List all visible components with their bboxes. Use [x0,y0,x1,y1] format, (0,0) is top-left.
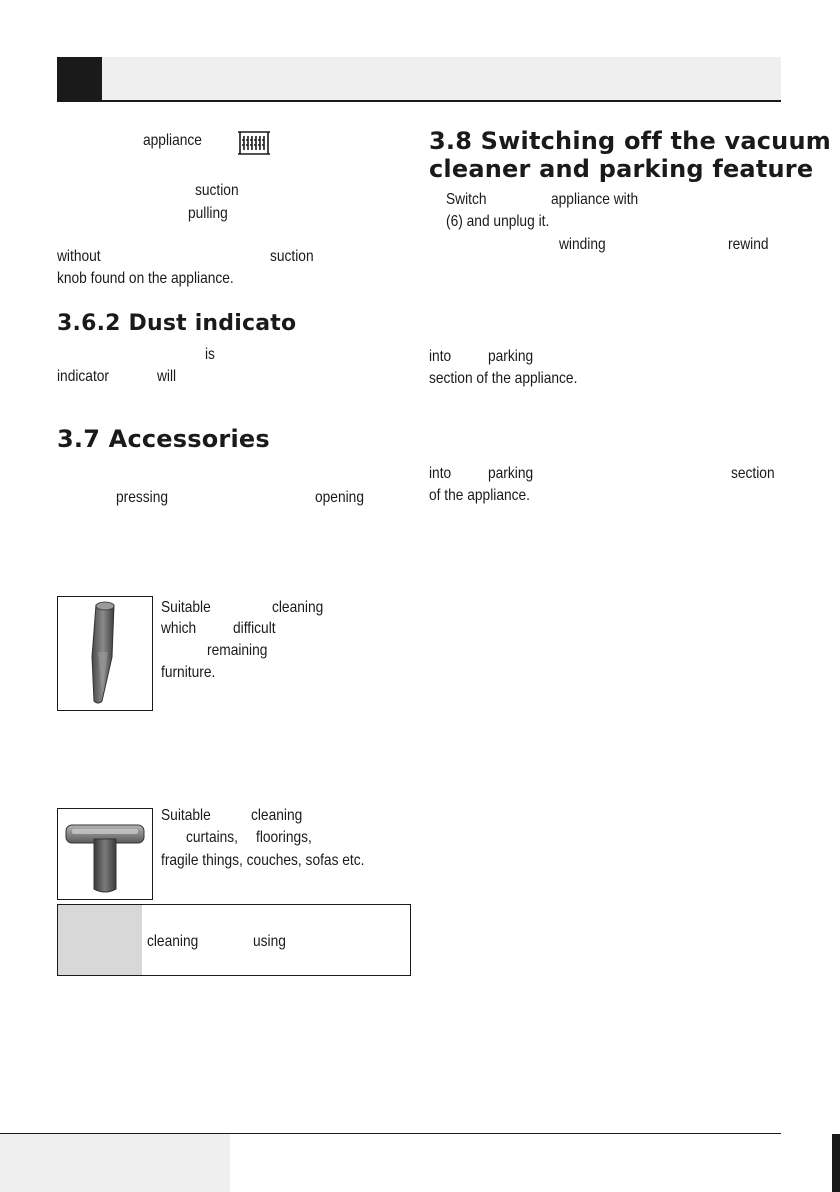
text-word: pressing [116,489,169,506]
text-word: is [205,346,215,363]
page-header-tab [57,57,102,101]
text-word: parking [488,465,534,482]
text-word: Switch [446,191,487,208]
text-line: fragile things, couches, sofas etc. [161,852,365,869]
text-word: difficult [233,620,276,637]
section-heading-dust-indicator: 3.6.2 Dust indicato [57,311,297,336]
text-line: (6) and unplug it. [446,213,550,230]
text-word: cleaning [251,807,303,824]
text-word: floorings, [256,829,312,846]
text-word: appliance [143,132,202,149]
text-word: without [57,248,101,265]
page-header-rule [57,100,781,102]
section-heading-accessories: 3.7 Accessories [57,425,270,453]
text-word: section [731,465,775,482]
text-word: winding [559,236,606,253]
text-word: indicator [57,368,110,385]
text-word: into [429,348,452,365]
note-label-area [58,905,142,975]
text-word: cleaning [147,933,199,950]
text-word: cleaning [272,599,324,616]
text-word: will [157,368,177,385]
crevice-nozzle-image [57,596,153,711]
text-word: appliance with [551,191,639,208]
text-word: Suitable [161,807,211,824]
text-word: remaining [207,642,268,659]
text-line: knob found on the appliance. [57,270,234,287]
filter-full-icon [234,128,274,163]
footer-edge-marker [832,1134,840,1192]
text-word: curtains, [186,829,239,846]
text-word: which [161,620,197,637]
text-word: into [429,465,452,482]
section-heading-switching-off: 3.8 Switching off the vacuum [429,127,831,155]
upholstery-nozzle-image [57,808,153,900]
note-box [57,904,411,976]
text-word: furniture. [161,664,216,681]
text-line: of the appliance. [429,487,530,504]
text-word: pulling [188,205,228,222]
text-word: Suitable [161,599,211,616]
text-word: parking [488,348,534,365]
text-word: suction [270,248,314,265]
text-word: using [253,933,286,950]
text-word: rewind [728,236,769,253]
text-word: opening [315,489,364,506]
page-header-bar [57,57,781,101]
text-line: section of the appliance. [429,370,578,387]
footer-page-tab [0,1134,230,1192]
text-word: suction [195,182,239,199]
section-heading-switching-off-2: cleaner and parking feature [429,155,814,183]
